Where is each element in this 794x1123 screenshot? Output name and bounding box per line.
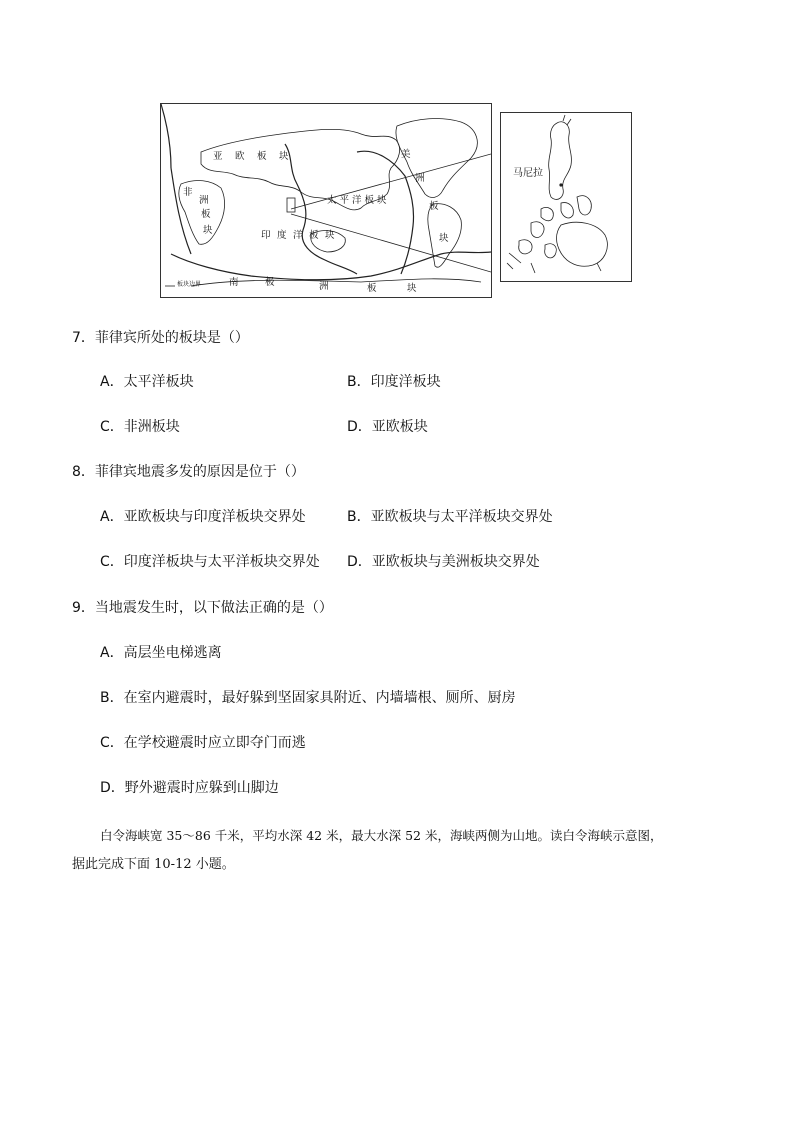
eurasian-plate-char-1: 亚 [213,151,223,162]
african-plate-char-4: 块 [203,225,213,236]
world-plate-map [160,103,492,298]
question-9-option-d[interactable]: D．野外避震时应躲到山脚边 [100,780,279,796]
indian-plate-char-5: 块 [325,230,335,241]
american-plate-char-3: 板 [429,201,439,212]
question-8-option-d[interactable]: D．亚欧板块与美洲板块交界处 [347,554,540,570]
question-9-option-a[interactable]: A．高层坐电梯逃离 [100,645,222,661]
question-8-option-b[interactable]: B．亚欧板块与太平洋板块交界处 [347,509,553,525]
african-plate-char-2: 洲 [199,195,209,206]
antarctic-plate-char-2: 极 [265,277,275,288]
bering-strait-intro-line-2: 据此完成下面 10-12 小题。 [72,857,235,872]
american-plate-char-2: 洲 [415,173,425,184]
indian-plate-char-1: 印 [261,230,271,241]
question-8-stem: 8．菲律宾地震多发的原因是位于（） [72,464,305,480]
philippines-inset-map [500,112,632,282]
indian-plate-char-3: 洋 [293,230,303,241]
manila-label: 马尼拉 [513,168,543,179]
eurasian-plate-char-2: 欧 [235,151,245,162]
antarctic-plate-char-3: 洲 [319,281,329,292]
antarctic-plate-char-4: 板 [367,283,377,294]
question-9-option-b[interactable]: B．在室内避震时，最好躲到坚固家具附近、内墙墙根、厕所、厨房 [100,690,516,706]
antarctic-plate-char-5: 块 [407,283,417,294]
map-legend-label: 板块边界 [177,281,202,288]
american-plate-char-4: 块 [439,233,449,244]
indian-plate-char-4: 板 [309,230,319,241]
world-map-drawing [161,104,491,297]
african-plate-char-3: 板 [201,209,211,220]
question-7-option-d[interactable]: D．亚欧板块 [347,419,428,435]
eurasian-plate-char-4: 块 [279,151,289,162]
african-plate-char-1: 非 [183,187,193,198]
bering-strait-intro-line-1: 白令海峡宽 35～86 千米，平均水深 42 米，最大水深 52 米，海峡两侧为山地。读白令海峡示意图， [100,828,663,843]
question-7-option-a[interactable]: A．太平洋板块 [100,374,194,390]
indian-plate-char-2: 度 [277,230,287,241]
question-8-option-a[interactable]: A．亚欧板块与印度洋板块交界处 [100,509,306,525]
question-8-option-c[interactable]: C．印度洋板块与太平洋板块交界处 [100,554,320,570]
question-9-option-c[interactable]: C．在学校避震时应立即夺门而逃 [100,735,306,751]
question-7-option-b[interactable]: B．印度洋板块 [347,374,441,390]
question-9-stem: 9．当地震发生时，以下做法正确的是（） [72,600,333,616]
pacific-plate-label: 太平洋板块 [327,195,390,206]
question-7-stem: 7．菲律宾所处的板块是（） [72,330,249,346]
philippines-drawing [501,113,631,281]
american-plate-char-1: 美 [401,149,411,160]
eurasian-plate-char-3: 板 [257,151,267,162]
antarctic-plate-char-1: 南 [229,277,239,288]
question-7-option-c[interactable]: C．非洲板块 [100,419,180,435]
